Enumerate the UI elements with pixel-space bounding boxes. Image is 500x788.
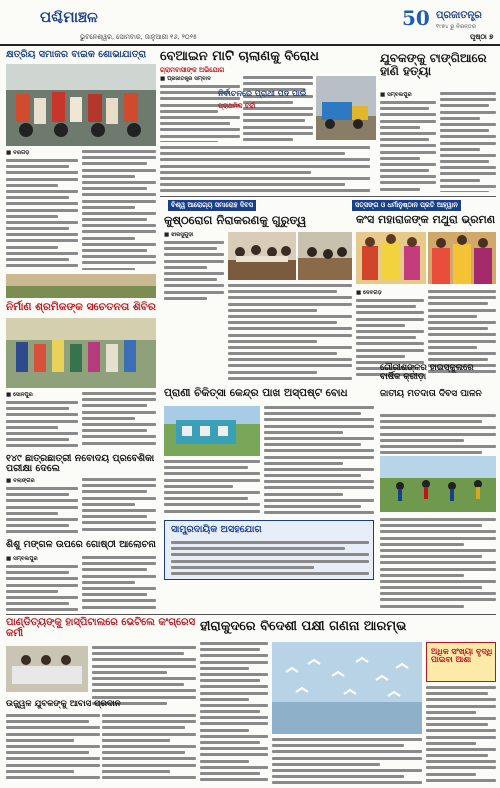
column-child-2 [82,556,156,612]
photo-animal-hospital [164,406,260,456]
byline: ■ ପ୍ରଜାତନ୍ତ୍ର ସମ୍ବାଦ [160,76,211,82]
headline-migratory-birds: ହୀରାକୁଦରେ ବିଦେଶୀ ପକ୍ଷୀ ଗଣନା ଆରମ୍ଭ [200,619,407,634]
photo-birds [272,642,422,734]
headline-illegal-soil: ବେଆଇନ ମାଟି ଚାଲାଣକୁ ବିରୋଧ [160,49,319,64]
kicker-villagers: ଗ୍ରାମବାସୀଙ୍କ ଅଭିଯୋଗ [160,66,225,74]
column-voter [380,414,496,454]
column-workers-1 [6,392,78,448]
photo-workers [6,318,156,388]
headline-bike-rally: କ୍ଷତ୍ରିୟ ସମାଜର ବାଇକ ଶୋଭାଯାତ୍ରା [6,49,147,60]
byline: ■ ସୋନପୁର [6,392,33,398]
newspaper-logo [402,6,494,34]
photo-hospital-visit [6,646,88,692]
headline-child-welfare: ଶିଶୁ ମଙ୍ଗଳ ଉପରେ ଗୋଷ୍ଠୀ ଆଲୋଚନା [6,539,156,550]
column-sports [380,518,496,610]
headline-workers: ନିର୍ମାଣ ଶ୍ରମିକଙ୍କ ସଚେତନତା ଶିବିର [6,301,156,313]
kanwa-image [356,232,426,284]
dateline: ଭୁବନେଶ୍ୱର, ସୋମବାର, ଜାନୁଆରୀ ୧୬, ୨୦୨୫ [80,33,197,41]
column-animal-1 [264,406,374,516]
masthead [0,0,500,46]
column-community [171,541,369,577]
birds-image [272,642,422,734]
byline: ■ ସମ୍ବଲପୁର [380,92,412,98]
column-leprosy-1 [164,232,224,302]
photo-sports [380,456,496,512]
divider [160,196,496,197]
headline-sports: ଗୌରୀଶଙ୍କର ହାଇସ୍କୁଲରେ ବାର୍ଷିକ କ୍ରୀଡ଼ା [380,363,474,382]
column-housing-2 [102,714,196,784]
headline-community: ସାମ୍ପ୍ରଦାୟିକ ଅସହଯୋଗ [171,524,262,535]
column-students-1 [6,478,78,534]
column-rally-2 [82,150,156,270]
logo-name: ପ୍ରଜାତନ୍ତ୍ର [436,10,482,21]
byline: ■ ଝାରସୁଗୁଡ଼ା [164,232,194,238]
column-birds-1 [200,642,268,784]
photo-truck [316,76,376,140]
column-rally-1 [6,150,78,270]
meeting-image [228,232,296,280]
column-murder-1 [380,92,436,192]
kicker-health-day: ବିଶ୍ୱ ଆରୋଗ୍ୟ ସମାରୋହ ଦିବସ [168,200,256,211]
headline-housing: ଉଜ୍ଜ୍ୱଳ ଯୁବକଙ୍କୁ ଆବାସ ପ୍ରଦାନ [6,699,121,709]
headline-voter-day: ଜାତୀୟ ମତଦାତା ଦିବସ ପାଳନ [380,389,482,399]
photo-kanwa [356,232,426,284]
byline: ■ ସମ୍ବଲପୁର [6,556,38,562]
photo-hall [298,232,352,280]
column-hospital-visit [92,646,196,706]
column-child-1 [6,556,78,612]
photo-devotees [428,232,496,284]
column-birds-3 [426,686,496,784]
photo-workers-banner [6,274,156,298]
section-title: ପଶ୍ଚିମାଞ୍ଚଳ [40,8,98,26]
sports-image [380,456,496,512]
column-workers-2 [82,392,156,448]
column-housing-1 [6,714,100,784]
bike-rally-image [6,64,156,146]
headline-animal-hospital: ପ୍ରାଣୀ ଚିକିତ୍ସା କେନ୍ଦ୍ର ପାଖ ଅସ୍ପଷ୍ଟ ବୋଧ [164,387,348,399]
workers-banner-image [6,274,156,298]
headline-murder: ଯୁବକଙ୍କୁ ଟାଙ୍ଗିଆରେ ହାଣି ହତ୍ୟା [380,51,487,78]
kicker-election: ପ୍ରାଥମିକ ଚର୍ଚ୍ଚା [218,102,256,110]
column-students-2 [82,478,156,534]
truck-image [316,76,376,140]
headline-bird-hope: ଅଧିକ ସଂଖ୍ୟା ବୃଦ୍ଧି ପାଇବା ଆଶା [431,647,493,665]
headline-leprosy: କୁଷ୍ଠରୋଗ ନିରାକରଣକୁ ଗୁରୁତ୍ୱ [164,213,307,227]
community-box [164,520,374,580]
column-birds-2 [272,738,422,784]
bird-highlight-box [426,642,496,682]
byline: ■ ବଲାଙ୍ଗିର [6,478,35,484]
photo-bike-rally [6,64,156,146]
column-murder-2 [440,92,496,192]
divider [6,614,496,615]
column-soil-3 [160,146,370,192]
byline: ■ ଦେବଗଡ଼ [356,290,382,296]
photo-meeting [228,232,296,280]
headline-hospital-visit: ପାଣ୍ଡିତ୍ୟଙ୍କୁ ହାସ୍ପିଟାଲରେ ଭେଟିଲେ କଂଗ୍ରେସ କର୍ମୀ [6,617,196,639]
workers-image [6,318,156,388]
logo-subtitle: ୧୯୭୪ ରୁ ନିରନ୍ତର [436,24,476,30]
page-number: ପୃଷ୍ଠା ୭ [470,33,494,41]
column-animal-2 [164,460,260,516]
headline-election: ନିର୍ବାଚନରେ ପ୍ରାଥୀ ପଦ ପାଇଁ [218,89,307,98]
hall-image [298,232,352,280]
animal-hospital-image [164,406,260,456]
hospital-visit-image [6,646,88,692]
byline: ■ ବରଗଡ଼ [6,150,30,156]
column-leprosy-2 [228,284,352,380]
anniversary-number: 50 [402,6,430,30]
headline-kanwa: କଂସ ମହାରାଜଙ୍କ ମଥୁରା ଭ୍ରମଣ [356,213,496,226]
kicker-satsang: ସତ୍ସଙ୍ଗ ଓ ଧର୍ମାନୁଷ୍ଠାନ ପ୍ରତି ଆହ୍ୱାନ [352,200,461,211]
headline-students: ୧୪୯ ଛାତ୍ରଛାତ୍ରୀ ନବୋଦୟ ପ୍ରବେଶିକା ପରୀକ୍ଷା ଦେଲେ [6,453,155,474]
devotees-image [428,232,496,284]
